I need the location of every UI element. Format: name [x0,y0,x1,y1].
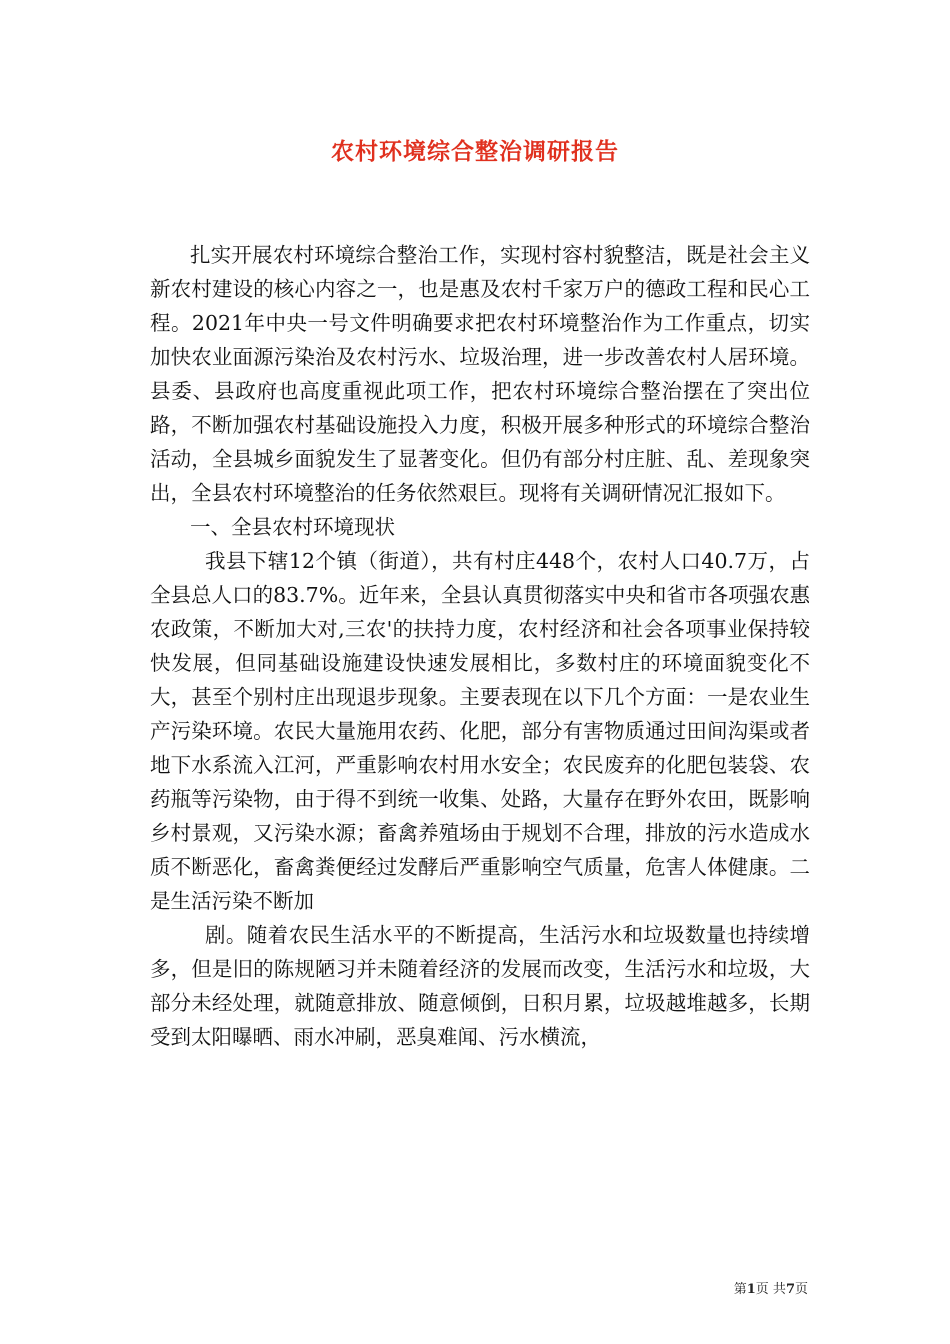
page-footer [693,1278,808,1297]
section-heading-1: 一、全县农村环境现状 [190,515,395,539]
document-title: 农村环境综合整治调研报告 [331,138,619,165]
footer-page-number: 1 [746,1282,756,1297]
document-body [150,238,810,1054]
paragraph-status: 我县下辖12个镇（街道），共有村庄448个，农村人口40.7万，占全县总人口的83.7%。近年来，全县认真贯彻落实中央和省市各项强农惠农政策，不断加大对‚三农'的扶持力度，农村经济和社会各项事业保持较快发展，但同基础设施建设快速发展相比，多数村庄的环境面貌变化不大，甚至个别村庄出现退步现象。主要表现在以下几个方面：一是农业生产污染环境。农民大量施用农药、化肥，部分有害物质通过田间沟渠或者地下水系流入江河，严重影响农村用水安全；农民废弃的化肥包装袋、农药瓶等污染物，由于得不到统一收集、处路，大量存在野外农田，既影响乡村景观，又污染水源；畜禽养殖场由于规划不合理，排放的污水造成水质不断恶化，畜禽粪便经过发酵后严重影响空气质量，危害人体健康。二是生活污染不断加 [150,549,810,913]
paragraph-intro: 扎实开展农村环境综合整治工作，实现村容村貌整洁，既是社会主义新农村建设的核心内容之一，也是惠及农村千家万户的德政工程和民心工程。2021年中央一号文件明确要求把农村环境整治作为工作重点，切实加快农业面源污染治及农村污水、垃圾治理，进一步改善农村人居环境。县委、县政府也高度重视此项工作，把农村环境综合整治摆在了突出位路，不断加强农村基础设施投入力度，积极开展多种形式的环境综合整治活动，全县城乡面貌发生了显著变化。但仍有部分村庄脏、乱、差现象突出，全县农村环境整治的任务依然艰巨。现将有关调研情况汇报如下。 [150,243,810,505]
footer-total-pages: 7 [785,1282,795,1297]
footer-prefix: 第 [733,1282,747,1297]
paragraph-pollution: 剧。随着农民生活水平的不断提高，生活污水和垃圾数量也持续增多，但是旧的陈规陋习并未随着经济的发展而改变，生活污水和垃圾，大部分未经处理，就随意排放、随意倾倒，日积月累，垃圾越堆越多，长期受到太阳曝晒、雨水冲刷，恶臭难闻、污水横流， [150,923,810,1049]
footer-suffix: 页 [794,1282,808,1297]
footer-middle: 页 共 [755,1282,786,1297]
